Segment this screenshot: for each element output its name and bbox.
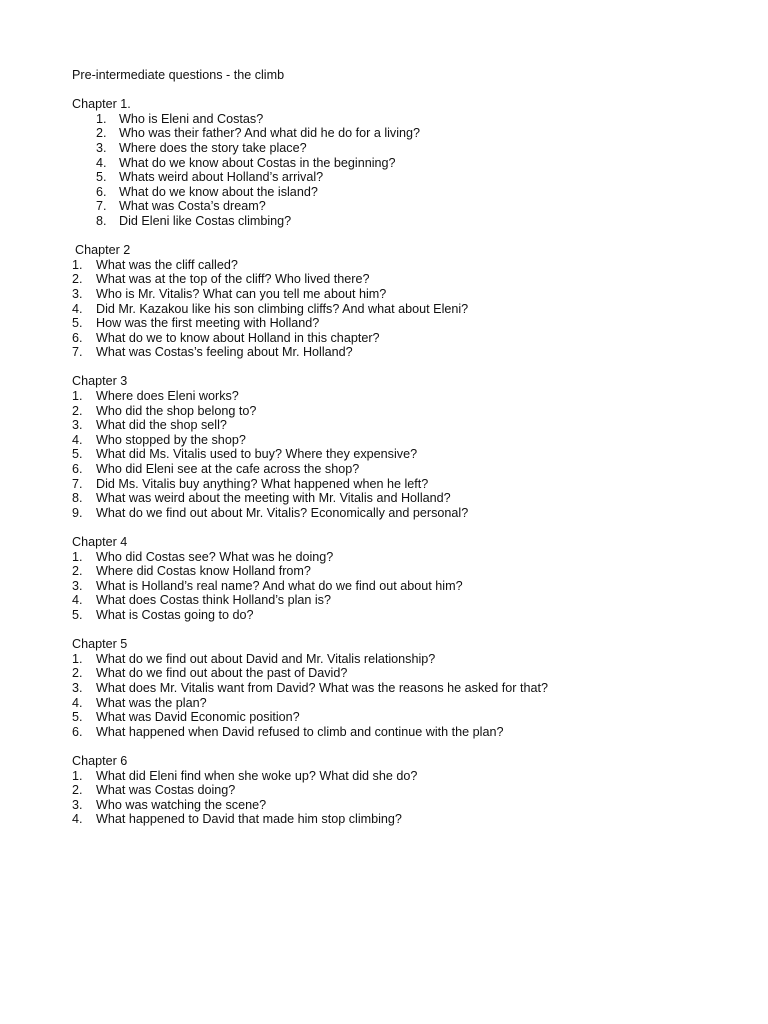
question-list (72, 769, 732, 827)
question-text: What is Costas going to do? (96, 607, 254, 622)
question-number: 2. (72, 272, 83, 287)
question-number: 8. (72, 491, 83, 506)
question-text: Where does the story take place? (119, 140, 307, 155)
list-item (72, 564, 732, 579)
chapter-heading: Chapter 2 (75, 243, 131, 258)
list-item (72, 550, 732, 565)
question-list (72, 389, 732, 520)
list-item (72, 477, 732, 492)
question-number: 5. (72, 447, 83, 462)
chapter-5-section (72, 637, 732, 739)
question-text: Who did Eleni see at the cafe across the shop? (96, 462, 360, 477)
question-text: Did Eleni like Costas climbing? (119, 213, 292, 228)
question-number: 2. (72, 666, 83, 681)
question-number: 3. (72, 797, 83, 812)
question-text: What happened to David that made him stop climbing? (96, 812, 402, 827)
question-number: 2. (72, 783, 83, 798)
question-number: 2. (72, 403, 83, 418)
list-item (72, 812, 732, 827)
chapter-4-section (72, 535, 732, 623)
chapter-heading: Chapter 4 (72, 535, 128, 549)
list-item (72, 681, 732, 696)
list-item (72, 579, 732, 594)
list-item (72, 608, 732, 623)
chapter-heading: Chapter 3 (72, 374, 128, 389)
list-item (72, 287, 732, 302)
list-item (72, 302, 732, 317)
document-page (72, 68, 732, 841)
question-number: 2. (96, 126, 107, 141)
question-number: 1. (72, 768, 83, 783)
question-text: What happened when David refused to climb and continue with the plan? (96, 724, 504, 739)
question-number: 7. (96, 199, 107, 214)
chapter-heading: Chapter 1. (72, 97, 131, 112)
question-text: Who did Costas see? What was he doing? (96, 549, 334, 564)
question-text: What do we know about Costas in the beginning? (119, 155, 396, 170)
question-number: 6. (96, 184, 107, 199)
question-number: 3. (72, 680, 83, 695)
question-list (72, 550, 732, 623)
question-text: How was the first meeting with Holland? (96, 316, 320, 331)
question-text: Who is Mr. Vitalis? What can you tell me about him? (96, 286, 387, 301)
chapter-2-section (72, 243, 732, 360)
question-text: What do we know about the island? (119, 184, 318, 199)
question-text: What do we find out about Mr. Vitalis? Economically and personal? (96, 505, 469, 520)
question-list (72, 258, 732, 360)
question-text: What did Ms. Vitalis used to buy? Where they expensive? (96, 447, 418, 462)
question-number: 4. (72, 432, 83, 447)
list-item (72, 652, 732, 667)
question-number: 8. (96, 213, 107, 228)
question-number: 3. (96, 140, 107, 155)
question-number: 1. (72, 651, 83, 666)
question-number: 4. (72, 812, 83, 827)
question-text: Who was their father? And what did he do for a living? (119, 126, 421, 141)
list-item (72, 462, 732, 477)
question-list (72, 112, 732, 229)
question-number: 5. (72, 710, 83, 725)
list-item (96, 199, 732, 214)
question-number: 7. (72, 476, 83, 491)
question-text: What does Mr. Vitalis want from David? What was the reasons he asked for that? (96, 680, 548, 695)
list-item (72, 666, 732, 681)
list-item (72, 783, 732, 798)
chapter-1-section (72, 97, 732, 228)
question-number: 1. (72, 257, 83, 272)
list-item (72, 506, 732, 521)
list-item (72, 418, 732, 433)
question-text: What did the shop sell? (96, 418, 227, 433)
question-text: What did Eleni find when she woke up? What did she do? (96, 768, 418, 783)
question-text: Who is Eleni and Costas? (119, 111, 264, 126)
list-item (72, 331, 732, 346)
question-number: 2. (72, 564, 83, 579)
list-item (72, 404, 732, 419)
list-item (96, 156, 732, 171)
question-number: 6. (72, 724, 83, 739)
list-item (72, 593, 732, 608)
question-text: Who was watching the scene? (96, 797, 267, 812)
list-item (96, 185, 732, 200)
list-item (96, 141, 732, 156)
list-item (72, 433, 732, 448)
question-number: 1. (72, 549, 83, 564)
question-text: What was weird about the meeting with Mr. Vitalis and Holland? (96, 491, 451, 506)
question-list (72, 652, 732, 740)
question-number: 3. (72, 286, 83, 301)
question-text: Where did Costas know Holland from? (96, 564, 311, 579)
question-text: What do we to know about Holland in this chapter? (96, 330, 380, 345)
chapter-3-section (72, 374, 732, 520)
question-text: What is Holland’s real name? And what do we find out about him? (96, 578, 463, 593)
question-text: Where does Eleni works? (96, 389, 239, 404)
list-item (72, 725, 732, 740)
question-text: What does Costas think Holland’s plan is? (96, 593, 331, 608)
question-text: What was the plan? (96, 695, 207, 710)
question-number: 6. (72, 462, 83, 477)
list-item (72, 389, 732, 404)
list-item (72, 491, 732, 506)
question-text: What do we find out about David and Mr. Vitalis relationship? (96, 651, 436, 666)
question-number: 9. (72, 505, 83, 520)
list-item (72, 798, 732, 813)
chapter-heading: Chapter 6 (72, 753, 128, 768)
list-item (72, 316, 732, 331)
question-number: 5. (96, 170, 107, 185)
list-item (96, 126, 732, 141)
question-number: 6. (72, 330, 83, 345)
chapter-heading: Chapter 5 (72, 637, 128, 652)
question-text: Did Ms. Vitalis buy anything? What happened when he left? (96, 476, 429, 491)
list-item (96, 112, 732, 127)
list-item (72, 447, 732, 462)
list-item (72, 345, 732, 360)
question-text: What was at the top of the cliff? Who lived there? (96, 272, 370, 287)
question-text: What was David Economic position? (96, 710, 300, 725)
question-text: What do we find out about the past of David? (96, 666, 348, 681)
list-item (72, 272, 732, 287)
question-number: 7. (72, 345, 83, 360)
question-text: Who stopped by the shop? (96, 432, 246, 447)
question-text: What was the cliff called? (96, 257, 238, 272)
question-number: 3. (72, 418, 83, 433)
question-number: 4. (72, 695, 83, 710)
question-text: What was Costas doing? (96, 783, 236, 798)
question-text: What was Costas’s feeling about Mr. Holland? (96, 345, 353, 360)
question-text: Whats weird about Holland’s arrival? (119, 170, 324, 185)
question-number: 5. (72, 607, 83, 622)
question-number: 3. (72, 578, 83, 593)
question-number: 5. (72, 316, 83, 331)
list-item (72, 696, 732, 711)
question-text: Did Mr. Kazakou like his son climbing cliffs? And what about Eleni? (96, 301, 469, 316)
question-number: 4. (72, 301, 83, 316)
question-number: 4. (96, 155, 107, 170)
list-item (96, 170, 732, 185)
question-number: 4. (72, 593, 83, 608)
list-item (72, 769, 732, 784)
question-number: 1. (72, 389, 83, 404)
document-title: Pre-intermediate questions - the climb (72, 68, 285, 82)
question-text: What was Costa’s dream? (119, 199, 266, 214)
chapter-6-section (72, 754, 732, 827)
list-item (72, 258, 732, 273)
question-number: 1. (96, 111, 107, 126)
question-text: Who did the shop belong to? (96, 403, 257, 418)
list-item (96, 214, 732, 229)
list-item (72, 710, 732, 725)
